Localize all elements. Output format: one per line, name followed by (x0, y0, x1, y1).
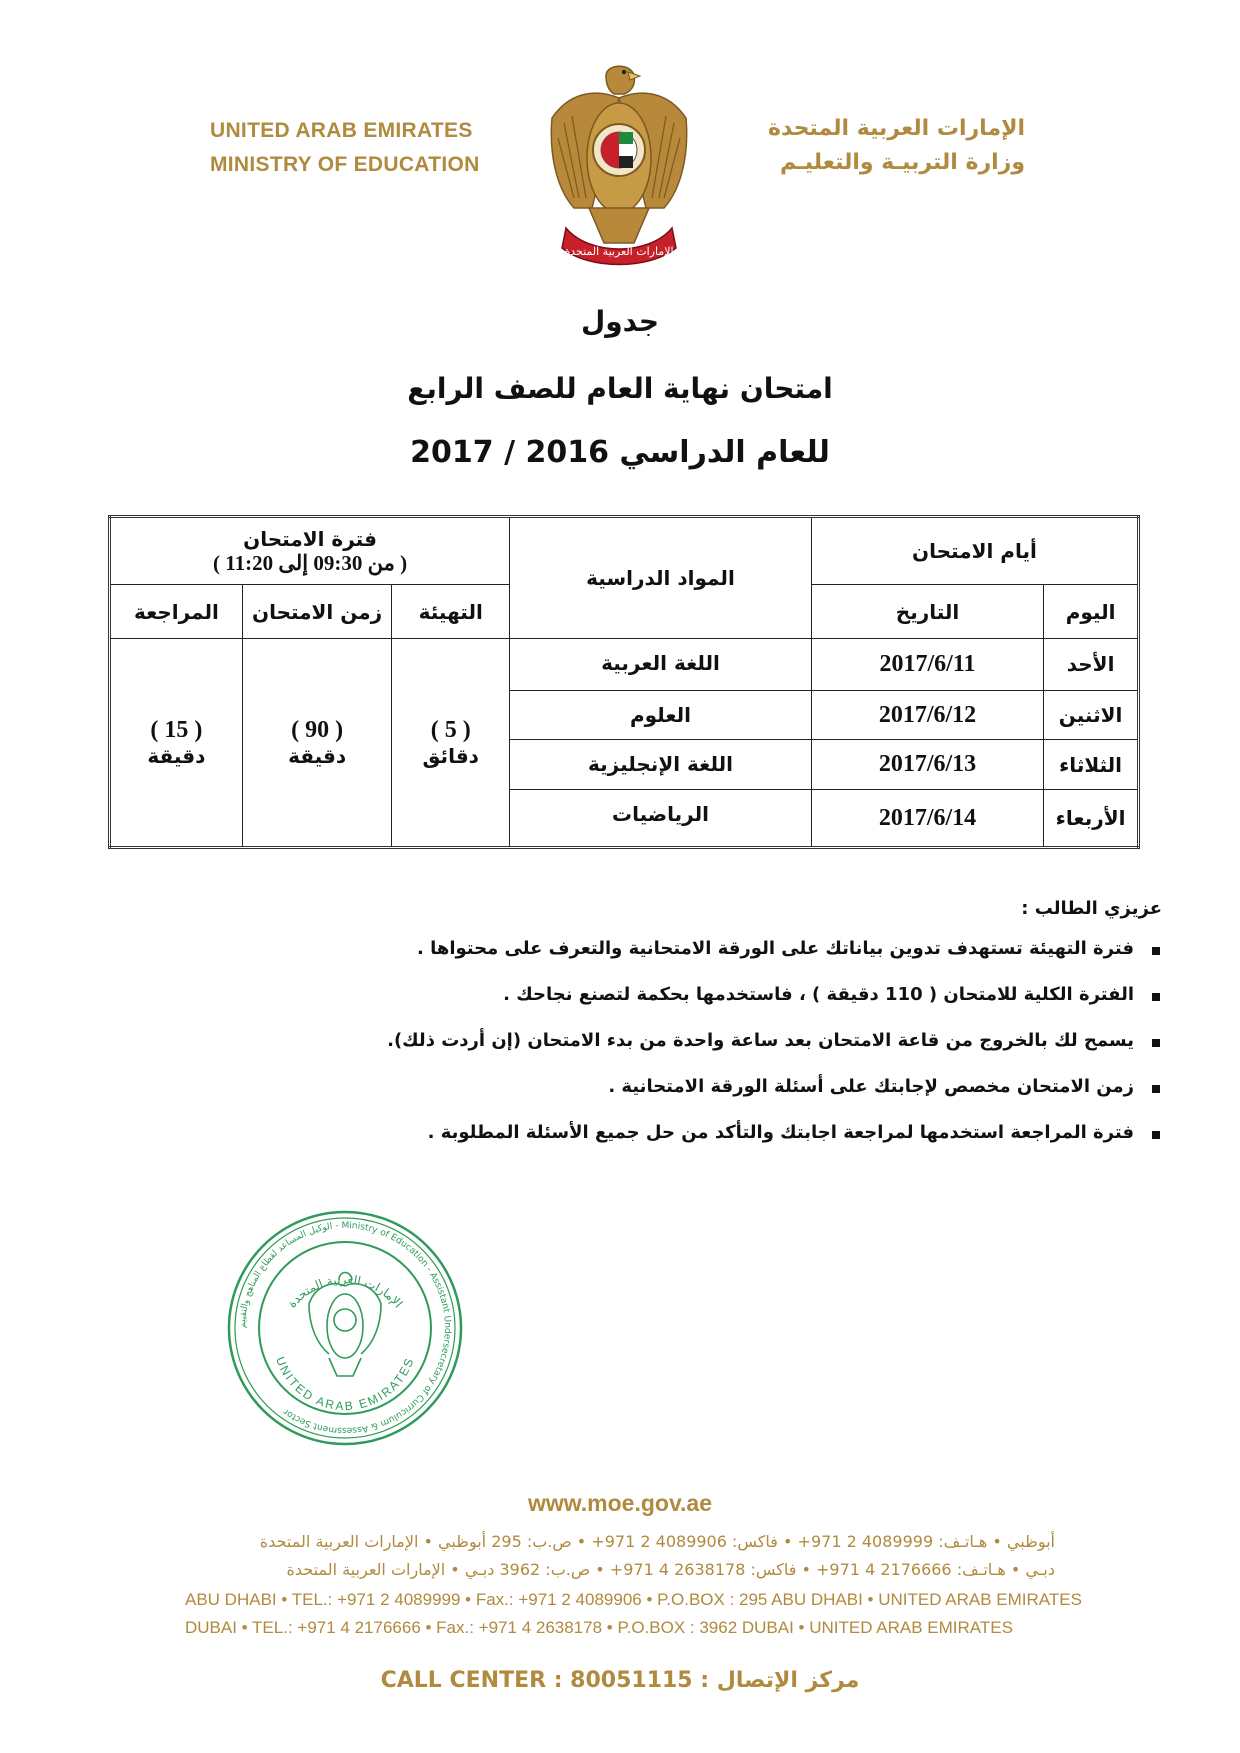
doc-year: للعام الدراسي 2016 / 2017 (410, 435, 830, 470)
student-notes (102, 898, 1162, 1167)
list-item: يسمح لك بالخروج من قاعة الامتحان بعد ساعة واحدة من بدء الامتحان (إن أردت ذلك). (102, 1029, 1134, 1053)
prep-unit: دقائق (422, 744, 479, 769)
footer-dubai-en: DUBAI • TEL.: +971 4 2176666 • Fax.: +971 4 2638178 • P.O.BOX : 3962 DUBAI • UNITED ARAB EMIRATES (185, 1618, 1013, 1637)
exam-time-column-label: زمن الامتحان (242, 585, 392, 639)
stamp-top-text: الإمارات العربية المتحدة (284, 1272, 406, 1311)
uae-falcon-emblem-icon (544, 58, 694, 270)
header-ministry-ar: وزارة التربيـة والتعليـم (779, 150, 1025, 175)
subjects-header: المواد الدراسية (510, 517, 812, 639)
list-item: الفترة الكلية للامتحان ( 110 دقيقة ) ، فاستخدمها بحكمة لتصنع نجاحك . (102, 983, 1134, 1007)
period-time: ( من 09:30 إلى 11:20 ) (213, 550, 408, 575)
stamp-bottom-text: UNITED ARAB EMIRATES (273, 1354, 417, 1414)
list-item: فترة المراجعة استخدمها لمراجعة اجابتك والتأكد من حل جميع الأسئلة المطلوبة . (102, 1121, 1134, 1145)
review-unit: دقيقة (147, 744, 206, 769)
doc-title: جدول (580, 305, 660, 338)
row-date: 2017/6/13 (811, 740, 1043, 790)
call-center: CALL CENTER : 80051115 : مركز الإتصال (380, 1668, 860, 1693)
row-date: 2017/6/14 (811, 790, 1043, 848)
notes-list (102, 937, 1162, 1145)
row-date: 2017/6/12 (811, 690, 1043, 740)
row-subject: اللغة العربية (510, 639, 812, 691)
review-duration (110, 639, 243, 848)
prep-value: ( 5 ) (430, 717, 471, 744)
row-subject: اللغة الإنجليزية (510, 740, 812, 790)
prep-duration (392, 639, 510, 848)
table-row (110, 639, 1139, 691)
list-item: زمن الامتحان مخصص لإجابتك على أسئلة الورقة الامتحانية . (102, 1075, 1134, 1099)
stamp-falcon-icon (309, 1273, 381, 1377)
svg-text:UNITED ARAB EMIRATES (273, 1355, 417, 1413)
svg-text:الإمارات العربية المتحدة (285, 1272, 406, 1310)
stamp-outer-text: الوكيل المساعد لقطاع المناهج والتقييم - Ministry of Education - Assistant Undersecretary of Curriculum & Assessment Sector (237, 1220, 453, 1436)
emblem-banner-text: الإمارات العربية المتحدة (564, 245, 674, 258)
list-item: فترة التهيئة تستهدف تدوين بياناتك على الورقة الامتحانية والتعرف على محتواها . (102, 937, 1134, 961)
row-day: الثلاثاء (1044, 740, 1139, 790)
row-date: 2017/6/11 (811, 639, 1043, 691)
header-country-ar: الإمارات العربية المتحدة (767, 116, 1025, 141)
prep-column-label: التهيئة (392, 585, 510, 639)
row-subject: الرياضيات (510, 790, 812, 848)
doc-subtitle: امتحان نهاية العام للصف الرابع (407, 372, 833, 405)
row-day: الاثنين (1044, 690, 1139, 740)
review-column-label: المراجعة (110, 585, 243, 639)
exam-unit: دقيقة (288, 744, 347, 769)
notes-intro: عزيزي الطالب : (1021, 898, 1162, 919)
review-value: ( 15 ) (150, 717, 203, 744)
footer-abudhabi-ar: أبوظبي • هـاتـف: 4089999 2 971+ • فاكس: 4089906 2 971+ • ص.ب: 295 أبوظبي • الإمارات العربية المتحدة (259, 1532, 1055, 1551)
exam-duration (242, 639, 392, 848)
date-column-label: التاريخ (811, 585, 1043, 639)
row-day: الأربعاء (1044, 790, 1139, 848)
official-stamp (225, 1208, 465, 1448)
exam-schedule-table (108, 515, 1140, 849)
footer-dubai-ar: دبـي • هـاتـف: 2176666 4 971+ • فاكس: 2638178 4 971+ • ص.ب: 3962 دبـي • الإمارات العربية المتحدة (286, 1560, 1055, 1579)
footer-abudhabi-en: ABU DHABI • TEL.: +971 2 4089999 • Fax.: +971 2 4089906 • P.O.BOX : 295 ABU DHABI • UNITED ARAB EMIRATES (185, 1590, 1082, 1609)
header-ministry-en: MINISTRY OF EDUCATION (210, 153, 480, 176)
header-english (210, 114, 480, 182)
row-day: الأحد (1044, 639, 1139, 691)
exam-value: ( 90 ) (291, 717, 344, 744)
period-title: فترة الامتحان (243, 526, 377, 551)
header-arabic (768, 112, 1025, 180)
row-subject: العلوم (510, 690, 812, 740)
days-header: أيام الامتحان (811, 517, 1138, 585)
period-header (110, 517, 510, 585)
header-country-en: UNITED ARAB EMIRATES (210, 119, 473, 142)
day-column-label: اليوم (1044, 585, 1139, 639)
website-url: www.moe.gov.ae (527, 1490, 713, 1516)
